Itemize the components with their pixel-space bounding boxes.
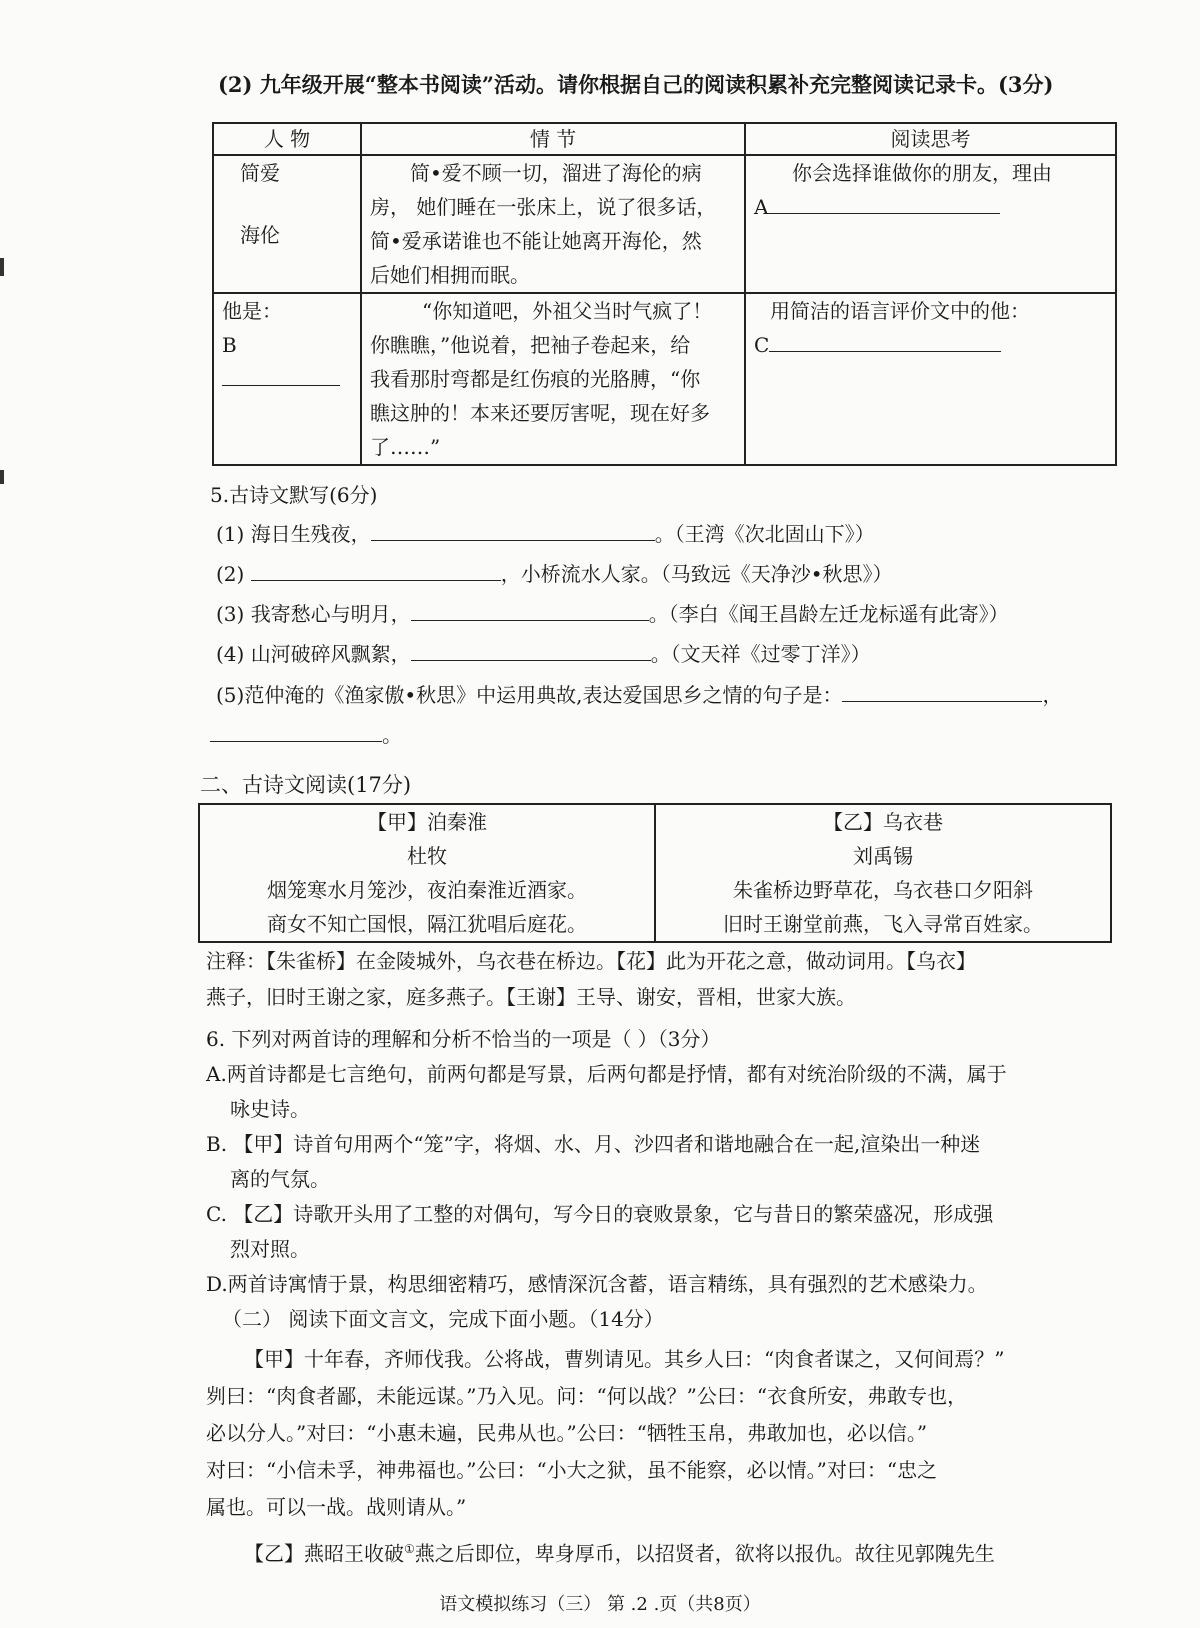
q5-blank-1[interactable]: [371, 518, 655, 541]
scan-edge-mark: [0, 470, 4, 484]
q5-blank-2[interactable]: [251, 558, 501, 581]
passage-yi-line: 【乙】燕昭王收破①燕之后即位，卑身厚币，以招贤者，欲将以报仇。故往见郭隗先生: [244, 1541, 995, 1566]
answer-c-row: [754, 328, 1107, 362]
poem-b: [655, 804, 1111, 942]
answer-b-blank[interactable]: [222, 363, 340, 386]
blank-label-a: A: [754, 195, 769, 219]
plot-line: 你瞧瞧，”他说着，把袖子卷起来，给: [370, 333, 691, 357]
passage-jia-line: 刿曰：“肉食者鄙，未能远谋。”乃入见。问：“何以战？”公曰：“衣食所安，弗敢专也，: [206, 1384, 968, 1408]
q5-blank-4[interactable]: [411, 638, 651, 661]
blank-label-c: C: [754, 333, 770, 357]
q6-option-c-cont: 烈对照。: [230, 1237, 310, 1261]
page-footer: 语文模拟练习（三） 第 .2 .页（共8页）: [439, 1594, 761, 1615]
section2-title: 二、古诗文阅读(17分): [200, 773, 412, 797]
plot-line: 房， 她们睡在一张床上，说了很多话，: [370, 195, 717, 219]
poem-a-line: 商女不知亡国恨，隔江犹唱后庭花。: [267, 912, 587, 936]
row2-plot: [361, 293, 745, 465]
row1-person: [213, 155, 361, 293]
answer-c-blank[interactable]: [769, 329, 1001, 352]
passage-jia-line: 【甲】十年春，齐师伐我。公将战，曹刿请见。其乡人曰：“肉食者谋之，又何间焉？”: [244, 1347, 1005, 1371]
footnote-marker: ①: [404, 1542, 415, 1556]
scan-edge-mark: [0, 258, 4, 276]
header-thinking: 阅读思考: [745, 123, 1116, 155]
q6-option-a-cont: 咏史诗。: [230, 1097, 310, 1121]
q6-option-b-cont: 离的气氛。: [230, 1167, 330, 1191]
thinking-question-1: 你会选择谁做你的朋友，理由: [792, 161, 1052, 185]
header-plot: 情 节: [361, 123, 745, 155]
plot-line: 了……”: [370, 435, 441, 459]
q5-item-5: (5)范仲淹的《渔家傲•秋思》中运用典故,表达爱国思乡之情的句子是： ，: [216, 678, 1062, 712]
q5-item-2: (2) ，小桥流水人家。（马致远《天净沙•秋思》）: [216, 557, 893, 591]
reading-record-card: [212, 122, 1117, 466]
poem-a-author: 杜牧: [407, 844, 447, 868]
plot-line: 我看那肘弯都是红伤痕的光胳膊，“你: [370, 367, 701, 391]
poem-a-title: 【甲】泊秦淮: [367, 810, 487, 834]
q6-option-b: B. 【甲】诗首句用两个“笼”字，将烟、水、月、沙四者和谐地融合在一起,渲染出一种迷: [206, 1132, 981, 1156]
classical-heading: （二） 阅读下面文言文，完成下面小题。（14分）: [222, 1307, 664, 1331]
passage-jia-line: 属也。可以一战。战则请从。”: [206, 1495, 467, 1519]
row2-thinking: [745, 293, 1116, 465]
row1-thinking: [745, 155, 1116, 293]
passage-jia-line: 对曰：“小信未孚，神弗福也。”公曰：“小大之狱，虽不能察，必以情。”对曰：“忠之: [206, 1458, 938, 1482]
plot-line: 简•爱承诺谁也不能让她离开海伦，然: [370, 229, 702, 253]
plot-line: 瞧这肿的！本来还要厉害呢，现在好多: [370, 401, 710, 425]
answer-b-row: [222, 328, 352, 396]
person-helen: 海伦: [240, 223, 280, 247]
answer-a-blank[interactable]: [768, 191, 1000, 214]
poem-b-line: 旧时王谢堂前燕，飞入寻常百姓家。: [723, 912, 1043, 936]
q5-blank-3[interactable]: [411, 598, 649, 621]
q6-option-d: D.两首诗寓情于景，构思细密精巧，感情深沉含蓄，语言精练，具有强烈的艺术感染力。: [206, 1272, 988, 1296]
q5-item-5-cont: 。: [210, 718, 402, 752]
poems-table: [198, 803, 1112, 943]
q6-stem: 6. 下列对两首诗的理解和分析不恰当的一项是（ ）（3分）: [206, 1027, 721, 1051]
plot-line: “你知道吧，外祖父当时气疯了！: [422, 299, 713, 323]
poem-notes-line: 注释：【朱雀桥】在金陵城外，乌衣巷在桥边。【花】此为开花之意，做动词用。【乌衣】: [206, 949, 976, 973]
poem-b-title: 【乙】乌衣巷: [823, 810, 943, 834]
poem-b-author: 刘禹锡: [853, 844, 913, 868]
poem-a: [199, 804, 655, 942]
q5-blank-5a[interactable]: [842, 679, 1042, 702]
q5-item-3: (3) 我寄愁心与明月， 。（李白《闻王昌龄左迁龙标遥有此寄》）: [216, 597, 1009, 631]
plot-line: 后她们相拥而眠。: [370, 263, 530, 287]
q4-2-intro: (2) 九年级开展“整本书阅读”活动。请你根据自己的阅读积累补充完整阅读记录卡。(3分): [218, 72, 1054, 97]
q5-title: 5.古诗文默写(6分): [210, 483, 378, 507]
person-jane-eyre: 简爱: [240, 161, 280, 185]
thinking-question-2: 用简洁的语言评价文中的他：: [770, 299, 1030, 323]
person-he-is-label: 他是：: [222, 299, 282, 323]
header-person: 人 物: [213, 123, 361, 155]
q5-item-4: (4) 山河破碎风飘絮， 。（文天祥《过零丁洋》）: [216, 637, 871, 671]
q6-option-a: A.两首诗都是七言绝句，前两句都是写景，后两句都是抒情，都有对统治阶级的不满，属于: [206, 1062, 1007, 1086]
q5-blank-5b[interactable]: [210, 719, 382, 742]
passage-jia-line: 必以分人。”对曰：“小惠未遍，民弗从也。”公曰：“牺牲玉帛，弗敢加也，必以信。”: [206, 1421, 928, 1445]
q5-item-1: (1) 海日生残夜， 。（王湾《次北固山下》）: [216, 517, 875, 551]
poem-a-line: 烟笼寒水月笼沙，夜泊秦淮近酒家。: [267, 878, 587, 902]
poem-b-line: 朱雀桥边野草花，乌衣巷口夕阳斜: [733, 878, 1033, 902]
row1-plot: [361, 155, 745, 293]
answer-a-row: [754, 190, 1107, 224]
poem-notes-line: 燕子，旧时王谢之家，庭多燕子。【王谢】王导、谢安，晋相，世家大族。: [206, 985, 856, 1009]
plot-line: 简•爱不顾一切，溜进了海伦的病: [410, 161, 702, 185]
blank-label-b: B: [222, 333, 237, 357]
q6-option-c: C. 【乙】诗歌开头用了工整的对偶句，写今日的衰败景象，它与昔日的繁荣盛况，形成强: [206, 1202, 994, 1226]
row2-person: [213, 293, 361, 465]
